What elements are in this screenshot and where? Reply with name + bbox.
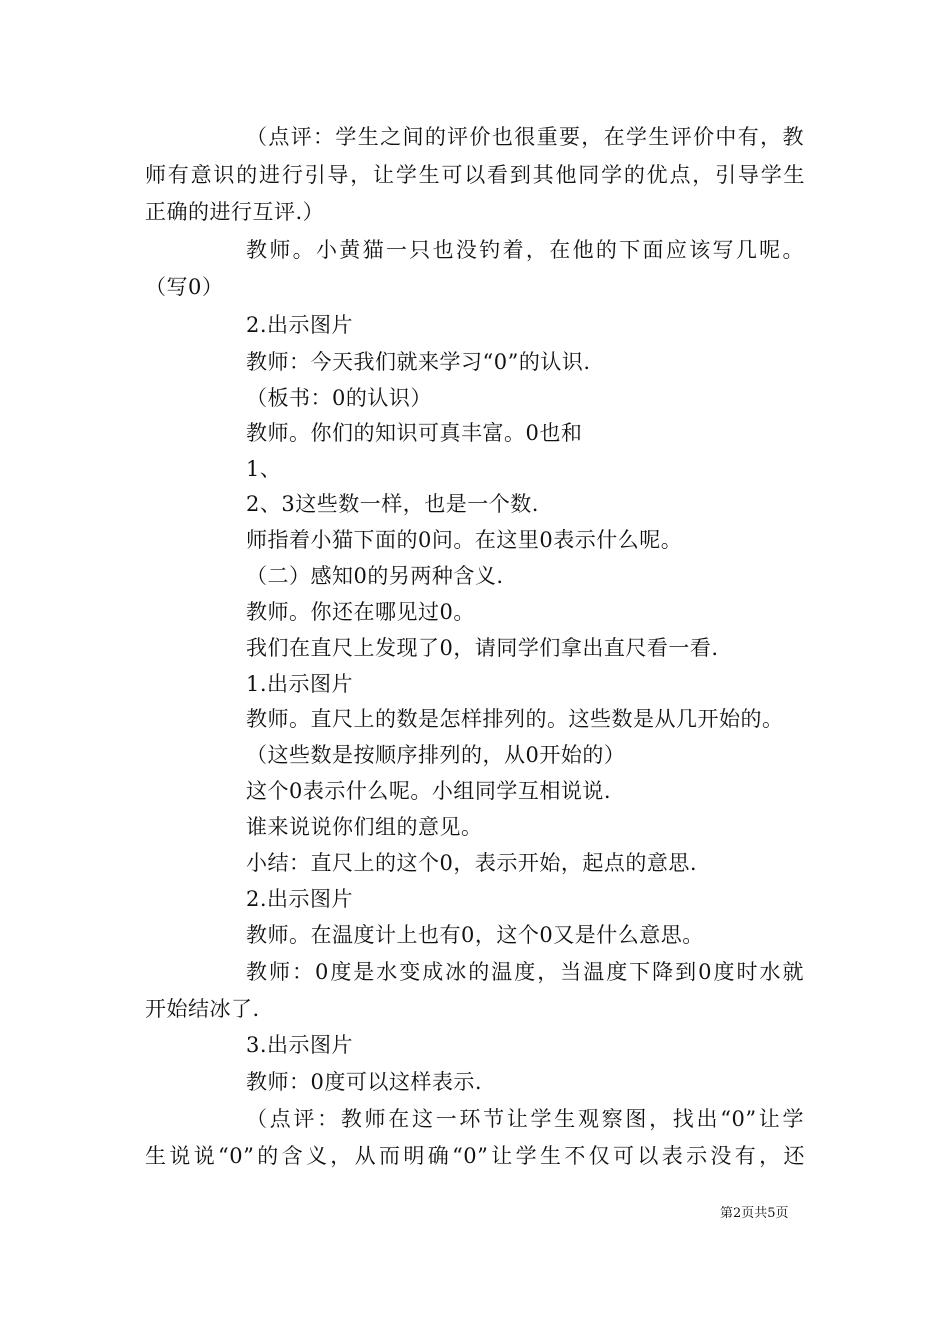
paragraph-line: 2.出示图片 — [246, 313, 354, 337]
paragraph-line: 谁来说说你们组的意见。 — [246, 815, 483, 839]
paragraph-line: 1、 — [246, 457, 282, 481]
paragraph-line: 开始结冰了. — [145, 997, 260, 1021]
paragraph-line: 小结：直尺上的这个0，表示开始，起点的意思. — [246, 851, 698, 875]
paragraph-line: 1.出示图片 — [246, 672, 354, 696]
paragraph-line: 教师：0度是水变成冰的温度，当温度下降到0度时水就 — [246, 960, 804, 984]
paragraph-line: 师有意识的进行引导，让学生可以看到其他同学的优点，引导学生 — [145, 163, 805, 187]
paragraph-line: 教师。你还在哪见过0。 — [246, 600, 475, 624]
paragraph-line: 我们在直尺上发现了0，请同学们拿出直尺看一看. — [246, 636, 719, 660]
paragraph-line: （这些数是按顺序排列的，从0开始的） — [246, 743, 626, 767]
paragraph-line: （点评：教师在这一环节让学生观察图，找出“0”让学 — [246, 1107, 804, 1131]
paragraph-line: 教师。直尺上的数是怎样排列的。这些数是从几开始的。 — [246, 707, 784, 731]
paragraph-line: 这个0表示什么呢。小组同学互相说说. — [246, 779, 612, 803]
paragraph-line: 生说说“0”的含义，从而明确“0”让学生不仅可以表示没有，还 — [145, 1144, 805, 1168]
paragraph-line: （二）感知0的另两种含义. — [246, 564, 504, 588]
paragraph-line: 教师。你们的知识可真丰富。0也和 — [246, 421, 583, 445]
paragraph-line: 正确的进行互评.） — [145, 200, 325, 224]
paragraph-line: （写0） — [145, 275, 224, 299]
page-number: 第2页共5页 — [720, 1206, 789, 1221]
paragraph-line: 2.出示图片 — [246, 887, 354, 911]
paragraph-line: 教师。在温度计上也有0，这个0又是什么意思。 — [246, 923, 704, 947]
paragraph-line: 教师：0度可以这样表示. — [246, 1070, 483, 1094]
paragraph-line: （板书：0的认识） — [246, 386, 432, 410]
paragraph-line: （点评：学生之间的评价也很重要，在学生评价中有，教 — [246, 125, 804, 149]
paragraph-line: 教师。小黄猫一只也没钓着，在他的下面应该写几呢。 — [246, 238, 804, 262]
paragraph-line: 师指着小猫下面的0问。在这里0表示什么呢。 — [246, 528, 683, 552]
paragraph-line: 3.出示图片 — [246, 1033, 354, 1057]
paragraph-line: 2、3这些数一样，也是一个数. — [246, 492, 539, 516]
paragraph-line: 教师：今天我们就来学习“0”的认识. — [246, 350, 591, 374]
